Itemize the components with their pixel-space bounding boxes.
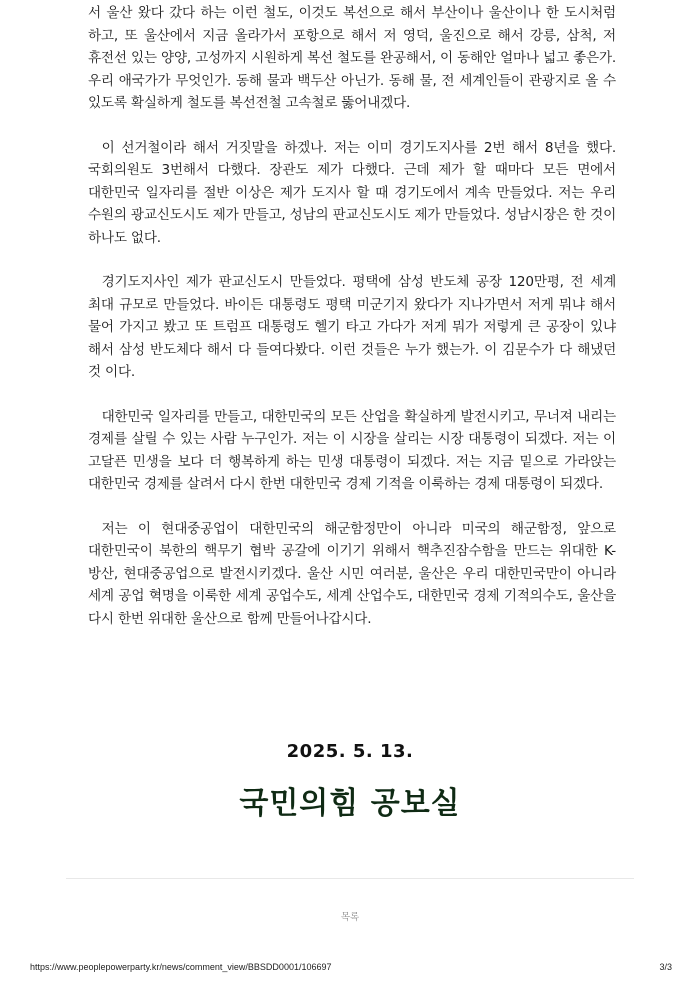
article-paragraph: 대한민국 일자리를 만들고, 대한민국의 모든 산업을 확실하게 발전시키고, 무너져 내리는 경제를 살릴 수 있는 사람 누구인가. 저는 이 시장을 살리는 시장 대통령이 되겠다. 저는 이 고달픈 민생을 보다 더 행복하게 하는 민생 대통령이 되겠다. 저는 지금 밑으로 가라앉는 대한민국 경제를 살려서 다시 한번 대한민국 경제 기적을 이룩하는 경제 대통령이 되겠다. — [88, 408, 616, 492]
print-footer-page-number: 3/3 — [659, 962, 672, 972]
article-paragraph: 경기도지사인 제가 판교신도시 만들었다. 평택에 삼성 반도체 공장 120만평, 전 세계 최대 규모로 만들었다. 바이든 대통령도 평택 미군기지 왔다가 지나가면서 저게 뭐냐 해서 물어 가지고 봤고 또 트럼프 대통령도 헬기 타고 가다가 저게 뭐가 저렇게 큰 공장이 있냐 해서 삼성 반도체다 해서 다 들여다봤다. 이런 것들은 누가 했는가. 이 김문수가 다 해냈던 것 이다. — [88, 274, 616, 380]
article-paragraph: 이 선거철이라 해서 거짓말을 하겠나. 저는 이미 경기도지사를 2번 해서 8년을 했다. 국회의원도 3번해서 다했다. 장관도 제가 다했다. 근데 제가 할 때마다 모든 면에서 대한민국 일자리를 절반 이상은 제가 도지사 할 때 경기도에서 계속 만들었다. 저는 우리 수원의 광교신도시도 제가 만들고, 성남의 판교신도시도 제가 만들었다. 성남시장은 한 것이 하나도 없다. — [88, 139, 616, 246]
list-button[interactable]: 목록 — [340, 912, 360, 923]
press-office-name: 국민의힘 공보실 — [239, 786, 461, 821]
article-paragraph: 저는 이 현대중공업이 대한민국의 해군함정만이 아니라 미국의 해군함정, 앞으로 대한민국이 북한의 핵무기 협박 공갈에 이기기 위해서 핵추진잠수함을 만드는 위대한 K-방산, 현대중공업으로 발전시키겠다. 울산 시민 여러분, 울산은 우리 대한민국만이 아니라 세계 공업 혁명을 이룩한 세계 공업수도, 세계 산업수도, 대한민국 경제 기적의수도, 울산을 다시 한번 위대한 울산으로 함께 만들어나갑시다. — [88, 520, 616, 627]
release-date: 2025. 5. 13. — [286, 741, 414, 762]
print-footer-url: https://www.peoplepowerparty.kr/news/comment_view/BBSDD0001/106697 — [30, 962, 332, 972]
article-body — [88, 2, 616, 630]
article-paragraph: 서 울산 왔다 갔다 하는 이런 철도, 이것도 복선으로 해서 부산이나 울산이나 한 도시처럼 하고, 또 울산에서 지금 올라가서 포항으로 해서 저 영덕, 울진으로 해서 강릉, 삼척, 저 휴전선 있는 양양, 고성까지 시원하게 복선 철도를 완공해서, 이 동해안 얼마나 넓고 좋은가. 우리 애국가가 무엇인가. 동해 물과 백두산 아닌가. 동해 물, 전 세계인들이 관광지로 올 수 있도록 확실하게 철도를 복선전철 고속철로 뚫어내겠다. — [88, 5, 616, 111]
content-divider — [66, 878, 634, 879]
